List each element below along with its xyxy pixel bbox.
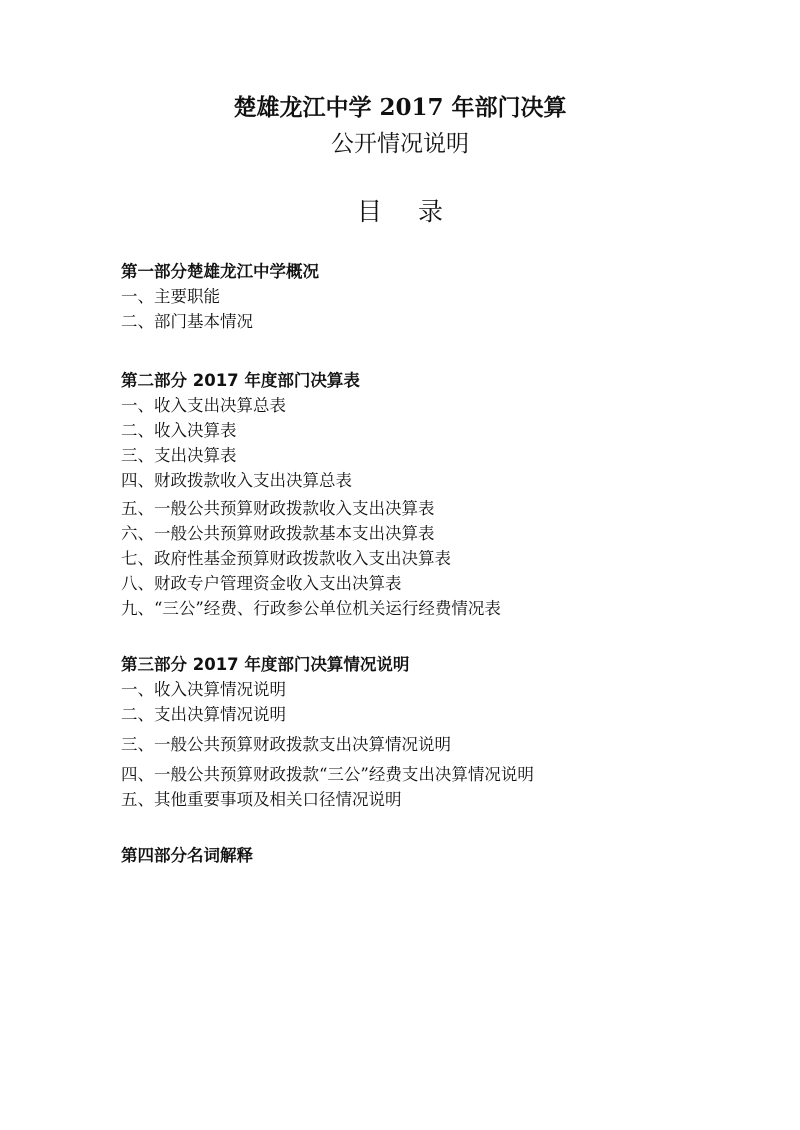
toc-item: 四、财政拨款收入支出决算总表: [121, 471, 352, 490]
toc-heading: 目 录: [357, 197, 457, 226]
toc-item: 一、主要职能: [121, 287, 220, 306]
toc-item: 三、支出决算表: [121, 446, 237, 465]
toc-section-part-1: [121, 259, 761, 334]
title-line-1: 楚雄龙江中学 2017 年部门决算: [233, 94, 567, 121]
section-title: 第三部分 2017 年度部门决算情况说明: [121, 655, 410, 674]
toc-section-part-3: [121, 652, 761, 812]
section-title: 第四部分名词解释: [121, 846, 253, 865]
toc-item: 四、一般公共预算财政拨款“三公”经费支出决算情况说明: [121, 765, 534, 784]
toc-item: 五、一般公共预算财政拨款收入支出决算表: [121, 499, 435, 518]
toc-item: 六、一般公共预算财政拨款基本支出决算表: [121, 524, 435, 543]
toc-section-part-4: [121, 843, 761, 868]
toc-item: 八、财政专户管理资金收入支出决算表: [121, 574, 402, 593]
toc-item: 一、收入决算情况说明: [121, 680, 286, 699]
section-title: 第二部分 2017 年度部门决算表: [121, 371, 360, 390]
section-title: 第一部分楚雄龙江中学概况: [121, 262, 319, 281]
toc-section-part-2: [121, 368, 761, 621]
toc-item: 九、“三公”经费、行政参公单位机关运行经费情况表: [121, 599, 501, 618]
document-title: [0, 92, 800, 160]
toc-item: 一、收入支出决算总表: [121, 396, 286, 415]
toc-item: 五、其他重要事项及相关口径情况说明: [121, 790, 402, 809]
toc-item: 二、收入决算表: [121, 421, 237, 440]
toc-item: 二、支出决算情况说明: [121, 705, 286, 724]
title-line-2: 公开情况说明: [331, 131, 469, 157]
toc-item: 七、政府性基金预算财政拨款收入支出决算表: [121, 549, 451, 568]
toc-item: 二、部门基本情况: [121, 312, 253, 331]
toc-item: 三、一般公共预算财政拨款支出决算情况说明: [121, 735, 451, 754]
